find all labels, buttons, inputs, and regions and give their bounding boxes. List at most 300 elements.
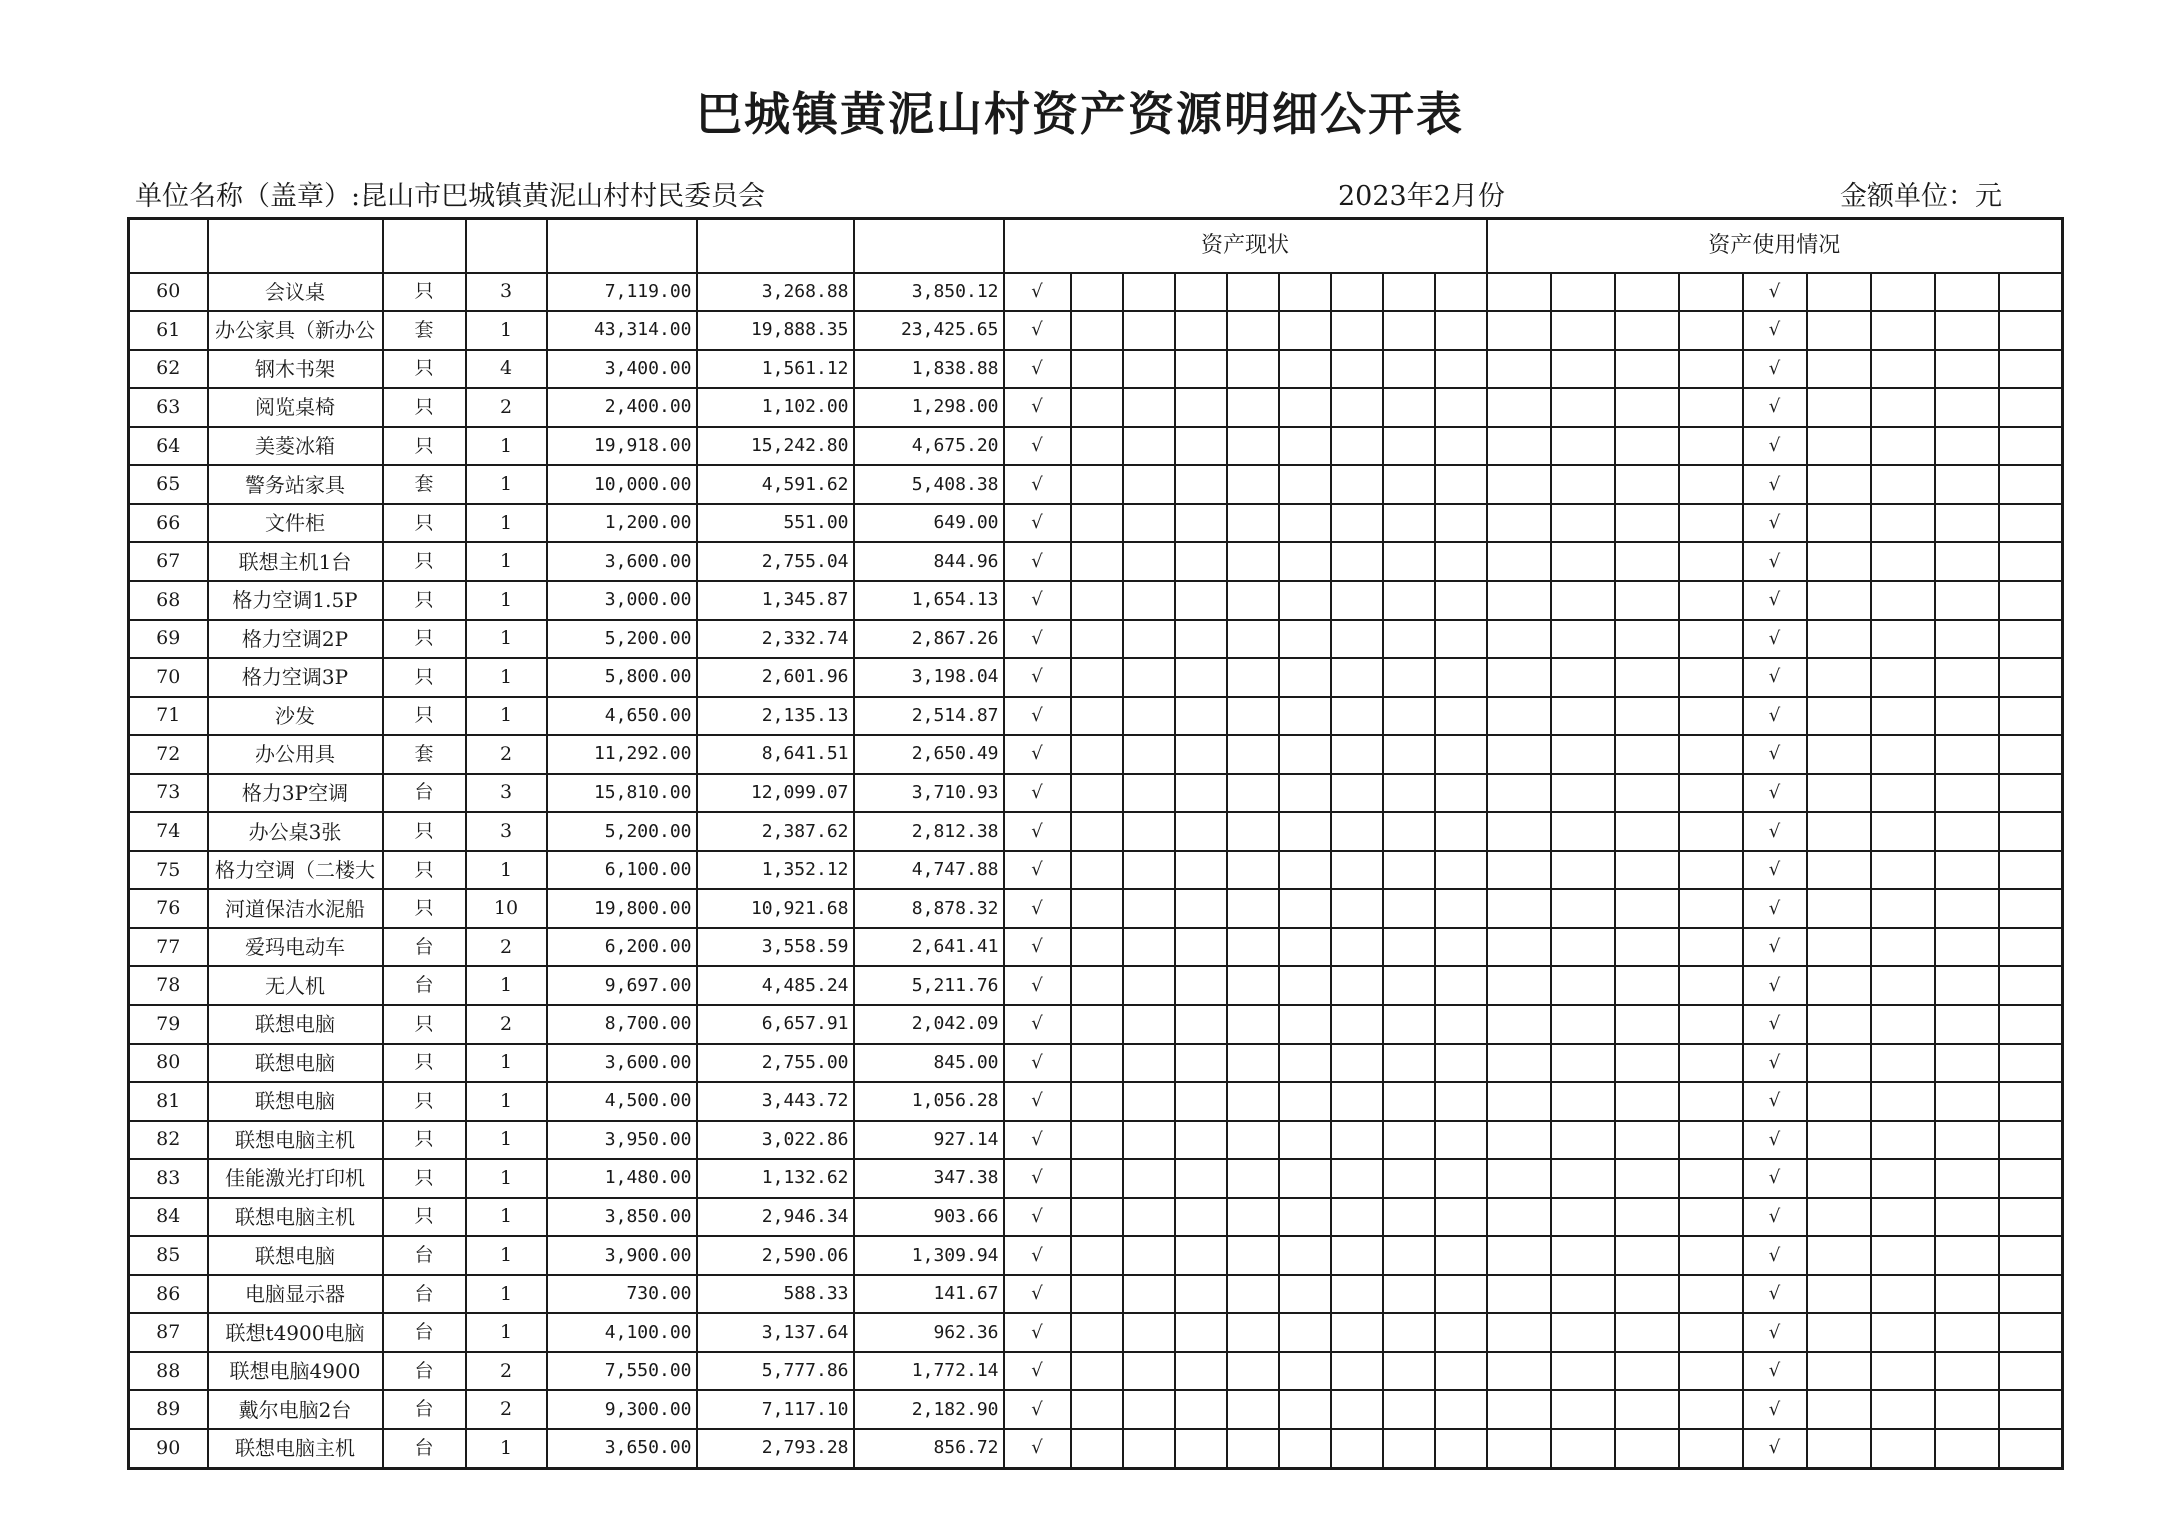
empty-cell bbox=[1071, 1313, 1123, 1352]
usage-check-mark: √ bbox=[1743, 774, 1807, 813]
empty-cell bbox=[1175, 735, 1227, 774]
asset-unit: 只 bbox=[383, 427, 466, 466]
empty-cell bbox=[1123, 928, 1175, 967]
empty-cell bbox=[1935, 581, 1999, 620]
empty-cell bbox=[1615, 1198, 1679, 1237]
asset-unit: 只 bbox=[383, 504, 466, 543]
depreciation-value: 2,793.28 bbox=[697, 1429, 854, 1469]
empty-cell bbox=[1807, 889, 1871, 928]
empty-cell bbox=[1071, 581, 1123, 620]
empty-cell bbox=[1615, 427, 1679, 466]
empty-cell bbox=[1871, 966, 1935, 1005]
usage-check-mark: √ bbox=[1743, 1429, 1807, 1469]
empty-cell bbox=[1935, 350, 1999, 389]
asset-quantity: 1 bbox=[466, 1044, 547, 1083]
asset-quantity: 1 bbox=[466, 966, 547, 1005]
net-value: 23,425.65 bbox=[854, 311, 1004, 350]
empty-cell bbox=[1679, 1352, 1743, 1391]
empty-cell bbox=[1615, 889, 1679, 928]
usage-check-mark: √ bbox=[1743, 1275, 1807, 1314]
empty-cell bbox=[1279, 1121, 1331, 1160]
empty-cell bbox=[1383, 1352, 1435, 1391]
original-value: 1,200.00 bbox=[547, 504, 697, 543]
empty-cell bbox=[1331, 851, 1383, 890]
usage-check-mark: √ bbox=[1743, 581, 1807, 620]
asset-quantity: 2 bbox=[466, 1390, 547, 1429]
table-row bbox=[129, 1236, 2063, 1275]
empty-cell bbox=[1807, 1005, 1871, 1044]
empty-cell bbox=[1487, 504, 1551, 543]
original-value: 15,810.00 bbox=[547, 774, 697, 813]
empty-cell bbox=[1679, 620, 1743, 659]
empty-cell bbox=[1935, 889, 1999, 928]
table-row bbox=[129, 697, 2063, 736]
empty-cell bbox=[1175, 1044, 1227, 1083]
net-value: 844.96 bbox=[854, 542, 1004, 581]
original-value: 6,100.00 bbox=[547, 851, 697, 890]
empty-cell bbox=[1227, 1429, 1279, 1469]
empty-cell bbox=[1615, 388, 1679, 427]
table-row bbox=[129, 504, 2063, 543]
empty-cell bbox=[1807, 504, 1871, 543]
empty-cell bbox=[1615, 1005, 1679, 1044]
asset-quantity: 1 bbox=[466, 1313, 547, 1352]
asset-quantity: 2 bbox=[466, 388, 547, 427]
empty-cell bbox=[1487, 1236, 1551, 1275]
empty-cell bbox=[1071, 889, 1123, 928]
asset-unit: 台 bbox=[383, 774, 466, 813]
empty-cell bbox=[1279, 273, 1331, 312]
empty-cell bbox=[1615, 620, 1679, 659]
empty-cell bbox=[1071, 465, 1123, 504]
depreciation-value: 1,132.62 bbox=[697, 1159, 854, 1198]
empty-cell bbox=[1071, 1390, 1123, 1429]
empty-cell bbox=[1807, 697, 1871, 736]
empty-cell bbox=[1551, 388, 1615, 427]
asset-quantity: 1 bbox=[466, 620, 547, 659]
original-value: 3,950.00 bbox=[547, 1121, 697, 1160]
empty-cell bbox=[1487, 928, 1551, 967]
empty-cell bbox=[1383, 889, 1435, 928]
empty-cell bbox=[1331, 1390, 1383, 1429]
empty-cell bbox=[1175, 350, 1227, 389]
usage-check-mark: √ bbox=[1743, 658, 1807, 697]
empty-cell bbox=[1807, 1352, 1871, 1391]
empty-cell bbox=[1807, 350, 1871, 389]
asset-unit: 只 bbox=[383, 812, 466, 851]
empty-cell bbox=[1999, 1198, 2063, 1237]
empty-cell bbox=[1551, 735, 1615, 774]
empty-cell bbox=[1487, 581, 1551, 620]
empty-cell bbox=[1551, 311, 1615, 350]
empty-cell bbox=[1175, 966, 1227, 1005]
empty-cell bbox=[1679, 889, 1743, 928]
empty-cell bbox=[1071, 774, 1123, 813]
asset-unit: 套 bbox=[383, 465, 466, 504]
empty-cell bbox=[1331, 697, 1383, 736]
empty-cell bbox=[1435, 273, 1487, 312]
usage-check-mark: √ bbox=[1743, 542, 1807, 581]
status-check-mark: √ bbox=[1004, 1313, 1071, 1352]
original-value: 3,400.00 bbox=[547, 350, 697, 389]
empty-cell bbox=[1331, 658, 1383, 697]
empty-cell bbox=[1175, 504, 1227, 543]
asset-unit: 只 bbox=[383, 388, 466, 427]
empty-cell bbox=[1807, 427, 1871, 466]
depreciation-value: 19,888.35 bbox=[697, 311, 854, 350]
empty-cell bbox=[1999, 1082, 2063, 1121]
empty-cell bbox=[1279, 1005, 1331, 1044]
empty-cell bbox=[1807, 273, 1871, 312]
empty-cell bbox=[1487, 1275, 1551, 1314]
empty-cell bbox=[1871, 273, 1935, 312]
empty-cell bbox=[1487, 1313, 1551, 1352]
empty-cell bbox=[1123, 1313, 1175, 1352]
table-row bbox=[129, 1313, 2063, 1352]
empty-cell bbox=[1679, 851, 1743, 890]
empty-cell bbox=[1487, 350, 1551, 389]
empty-cell bbox=[1999, 1044, 2063, 1083]
empty-cell bbox=[1279, 928, 1331, 967]
empty-cell bbox=[1435, 1313, 1487, 1352]
empty-cell bbox=[1615, 1159, 1679, 1198]
original-value: 5,800.00 bbox=[547, 658, 697, 697]
usage-check-mark: √ bbox=[1743, 311, 1807, 350]
empty-cell bbox=[1487, 1198, 1551, 1237]
empty-cell bbox=[1279, 735, 1331, 774]
row-number: 85 bbox=[129, 1236, 208, 1275]
empty-cell bbox=[1123, 1082, 1175, 1121]
empty-cell bbox=[1383, 1198, 1435, 1237]
empty-cell bbox=[1871, 311, 1935, 350]
empty-cell bbox=[1999, 658, 2063, 697]
table-row bbox=[129, 581, 2063, 620]
empty-cell bbox=[1071, 542, 1123, 581]
row-number: 67 bbox=[129, 542, 208, 581]
empty-cell bbox=[1487, 1082, 1551, 1121]
original-value: 3,000.00 bbox=[547, 581, 697, 620]
empty-cell bbox=[1383, 504, 1435, 543]
table-row bbox=[129, 1390, 2063, 1429]
original-value: 1,480.00 bbox=[547, 1159, 697, 1198]
status-check-mark: √ bbox=[1004, 273, 1071, 312]
row-number: 75 bbox=[129, 851, 208, 890]
empty-cell bbox=[1435, 1390, 1487, 1429]
depreciation-value: 12,099.07 bbox=[697, 774, 854, 813]
asset-name: 联想电脑主机 bbox=[208, 1121, 383, 1160]
empty-cell bbox=[1551, 1121, 1615, 1160]
empty-cell bbox=[1227, 273, 1279, 312]
asset-name: 美菱冰箱 bbox=[208, 427, 383, 466]
row-number: 82 bbox=[129, 1121, 208, 1160]
usage-check-mark: √ bbox=[1743, 1198, 1807, 1237]
empty-cell bbox=[1935, 465, 1999, 504]
empty-cell bbox=[1123, 1429, 1175, 1469]
empty-cell bbox=[1871, 851, 1935, 890]
empty-cell bbox=[1871, 1198, 1935, 1237]
row-number: 73 bbox=[129, 774, 208, 813]
asset-unit: 套 bbox=[383, 311, 466, 350]
empty-cell bbox=[1935, 1390, 1999, 1429]
empty-cell bbox=[1383, 1275, 1435, 1314]
report-month-label: 2023年2月份 bbox=[1338, 181, 1505, 212]
empty-cell bbox=[1279, 1429, 1331, 1469]
empty-cell bbox=[1679, 1275, 1743, 1314]
empty-cell bbox=[1227, 1198, 1279, 1237]
asset-quantity: 1 bbox=[466, 1429, 547, 1469]
table-row bbox=[129, 812, 2063, 851]
empty-cell bbox=[1807, 812, 1871, 851]
empty-cell bbox=[1999, 851, 2063, 890]
empty-cell bbox=[1227, 427, 1279, 466]
empty-cell bbox=[1435, 465, 1487, 504]
empty-cell bbox=[1331, 774, 1383, 813]
empty-cell bbox=[1279, 388, 1331, 427]
asset-quantity: 1 bbox=[466, 427, 547, 466]
status-check-mark: √ bbox=[1004, 1005, 1071, 1044]
asset-unit: 只 bbox=[383, 1082, 466, 1121]
empty-cell bbox=[1227, 851, 1279, 890]
net-value: 1,772.14 bbox=[854, 1352, 1004, 1391]
empty-cell bbox=[1227, 1352, 1279, 1391]
empty-cell bbox=[1383, 1005, 1435, 1044]
table-row bbox=[129, 774, 2063, 813]
asset-quantity: 3 bbox=[466, 273, 547, 312]
empty-cell bbox=[1071, 697, 1123, 736]
original-value: 3,600.00 bbox=[547, 1044, 697, 1083]
empty-cell bbox=[1123, 966, 1175, 1005]
header-cell-name bbox=[208, 219, 383, 273]
net-value: 5,408.38 bbox=[854, 465, 1004, 504]
empty-cell bbox=[1487, 1390, 1551, 1429]
empty-cell bbox=[1435, 350, 1487, 389]
empty-cell bbox=[1227, 812, 1279, 851]
net-value: 8,878.32 bbox=[854, 889, 1004, 928]
row-number: 62 bbox=[129, 350, 208, 389]
asset-unit: 台 bbox=[383, 1390, 466, 1429]
empty-cell bbox=[1679, 311, 1743, 350]
empty-cell bbox=[1551, 928, 1615, 967]
empty-cell bbox=[1435, 581, 1487, 620]
empty-cell bbox=[1807, 1121, 1871, 1160]
empty-cell bbox=[1807, 388, 1871, 427]
depreciation-value: 3,443.72 bbox=[697, 1082, 854, 1121]
net-value: 1,654.13 bbox=[854, 581, 1004, 620]
empty-cell bbox=[1227, 1275, 1279, 1314]
empty-cell bbox=[1331, 620, 1383, 659]
depreciation-value: 7,117.10 bbox=[697, 1390, 854, 1429]
empty-cell bbox=[1679, 273, 1743, 312]
table-row bbox=[129, 311, 2063, 350]
empty-cell bbox=[1871, 1121, 1935, 1160]
empty-cell bbox=[1487, 851, 1551, 890]
row-number: 69 bbox=[129, 620, 208, 659]
empty-cell bbox=[1935, 658, 1999, 697]
empty-cell bbox=[1175, 311, 1227, 350]
original-value: 7,119.00 bbox=[547, 273, 697, 312]
empty-cell bbox=[1435, 851, 1487, 890]
empty-cell bbox=[1071, 1121, 1123, 1160]
asset-quantity: 1 bbox=[466, 1275, 547, 1314]
empty-cell bbox=[1435, 812, 1487, 851]
empty-cell bbox=[1935, 1429, 1999, 1469]
empty-cell bbox=[1123, 851, 1175, 890]
empty-cell bbox=[1871, 1352, 1935, 1391]
empty-cell bbox=[1935, 1005, 1999, 1044]
asset-quantity: 1 bbox=[466, 1082, 547, 1121]
empty-cell bbox=[1279, 1236, 1331, 1275]
empty-cell bbox=[1999, 1352, 2063, 1391]
empty-cell bbox=[1435, 504, 1487, 543]
empty-cell bbox=[1615, 465, 1679, 504]
empty-cell bbox=[1175, 928, 1227, 967]
table-row bbox=[129, 928, 2063, 967]
table-row bbox=[129, 427, 2063, 466]
empty-cell bbox=[1679, 928, 1743, 967]
depreciation-value: 2,755.00 bbox=[697, 1044, 854, 1083]
empty-cell bbox=[1487, 620, 1551, 659]
empty-cell bbox=[1383, 465, 1435, 504]
empty-cell bbox=[1935, 1198, 1999, 1237]
status-check-mark: √ bbox=[1004, 966, 1071, 1005]
empty-cell bbox=[1935, 1236, 1999, 1275]
empty-cell bbox=[1435, 388, 1487, 427]
row-number: 83 bbox=[129, 1159, 208, 1198]
asset-name: 格力空调1.5P bbox=[208, 581, 383, 620]
empty-cell bbox=[1679, 350, 1743, 389]
empty-cell bbox=[1551, 504, 1615, 543]
empty-cell bbox=[1383, 350, 1435, 389]
empty-cell bbox=[1331, 427, 1383, 466]
empty-cell bbox=[1935, 1044, 1999, 1083]
row-number: 66 bbox=[129, 504, 208, 543]
usage-check-mark: √ bbox=[1743, 620, 1807, 659]
empty-cell bbox=[1227, 581, 1279, 620]
status-check-mark: √ bbox=[1004, 388, 1071, 427]
empty-cell bbox=[1999, 1429, 2063, 1469]
depreciation-value: 588.33 bbox=[697, 1275, 854, 1314]
empty-cell bbox=[1383, 427, 1435, 466]
empty-cell bbox=[1227, 504, 1279, 543]
empty-cell bbox=[1175, 1390, 1227, 1429]
empty-cell bbox=[1487, 311, 1551, 350]
empty-cell bbox=[1551, 427, 1615, 466]
header-cell-net bbox=[854, 219, 1004, 273]
usage-check-mark: √ bbox=[1743, 1121, 1807, 1160]
asset-unit: 台 bbox=[383, 1429, 466, 1469]
empty-cell bbox=[1071, 311, 1123, 350]
empty-cell bbox=[1487, 697, 1551, 736]
status-check-mark: √ bbox=[1004, 1275, 1071, 1314]
empty-cell bbox=[1871, 542, 1935, 581]
empty-cell bbox=[1871, 1313, 1935, 1352]
empty-cell bbox=[1227, 1390, 1279, 1429]
net-value: 141.67 bbox=[854, 1275, 1004, 1314]
empty-cell bbox=[1551, 889, 1615, 928]
empty-cell bbox=[1331, 735, 1383, 774]
asset-quantity: 1 bbox=[466, 311, 547, 350]
empty-cell bbox=[1071, 1198, 1123, 1237]
asset-name: 戴尔电脑2台 bbox=[208, 1390, 383, 1429]
empty-cell bbox=[1807, 1159, 1871, 1198]
empty-cell bbox=[1615, 581, 1679, 620]
empty-cell bbox=[1383, 1121, 1435, 1160]
row-number: 79 bbox=[129, 1005, 208, 1044]
empty-cell bbox=[1807, 1313, 1871, 1352]
asset-quantity: 2 bbox=[466, 1005, 547, 1044]
asset-name: 格力空调（二楼大 bbox=[208, 851, 383, 890]
empty-cell bbox=[1935, 427, 1999, 466]
asset-quantity: 1 bbox=[466, 542, 547, 581]
row-number: 78 bbox=[129, 966, 208, 1005]
empty-cell bbox=[1071, 735, 1123, 774]
table-row bbox=[129, 735, 2063, 774]
empty-cell bbox=[1615, 697, 1679, 736]
empty-cell bbox=[1679, 1082, 1743, 1121]
empty-cell bbox=[1487, 388, 1551, 427]
empty-cell bbox=[1935, 620, 1999, 659]
empty-cell bbox=[1871, 928, 1935, 967]
asset-table bbox=[127, 217, 2064, 1470]
empty-cell bbox=[1383, 851, 1435, 890]
row-number: 64 bbox=[129, 427, 208, 466]
original-value: 9,300.00 bbox=[547, 1390, 697, 1429]
empty-cell bbox=[1123, 311, 1175, 350]
empty-cell bbox=[1279, 542, 1331, 581]
empty-cell bbox=[1071, 350, 1123, 389]
empty-cell bbox=[1999, 812, 2063, 851]
empty-cell bbox=[1383, 1236, 1435, 1275]
depreciation-value: 5,777.86 bbox=[697, 1352, 854, 1391]
row-number: 76 bbox=[129, 889, 208, 928]
status-check-mark: √ bbox=[1004, 697, 1071, 736]
empty-cell bbox=[1999, 1390, 2063, 1429]
status-check-mark: √ bbox=[1004, 1198, 1071, 1237]
status-check-mark: √ bbox=[1004, 504, 1071, 543]
empty-cell bbox=[1551, 1429, 1615, 1469]
empty-cell bbox=[1331, 1082, 1383, 1121]
empty-cell bbox=[1615, 1390, 1679, 1429]
empty-cell bbox=[1999, 465, 2063, 504]
row-number: 77 bbox=[129, 928, 208, 967]
asset-name: 联想电脑 bbox=[208, 1005, 383, 1044]
empty-cell bbox=[1679, 1429, 1743, 1469]
empty-cell bbox=[1227, 1159, 1279, 1198]
empty-cell bbox=[1279, 1390, 1331, 1429]
empty-cell bbox=[1615, 1429, 1679, 1469]
empty-cell bbox=[1487, 427, 1551, 466]
empty-cell bbox=[1679, 581, 1743, 620]
empty-cell bbox=[1435, 1429, 1487, 1469]
table-row bbox=[129, 1082, 2063, 1121]
net-value: 2,182.90 bbox=[854, 1390, 1004, 1429]
asset-name: 联想t4900电脑 bbox=[208, 1313, 383, 1352]
asset-name: 河道保洁水泥船 bbox=[208, 889, 383, 928]
empty-cell bbox=[1175, 1198, 1227, 1237]
empty-cell bbox=[1279, 350, 1331, 389]
empty-cell bbox=[1071, 1352, 1123, 1391]
original-value: 8,700.00 bbox=[547, 1005, 697, 1044]
asset-name: 联想电脑 bbox=[208, 1236, 383, 1275]
empty-cell bbox=[1615, 1236, 1679, 1275]
empty-cell bbox=[1935, 851, 1999, 890]
empty-cell bbox=[1871, 1082, 1935, 1121]
empty-cell bbox=[1615, 774, 1679, 813]
depreciation-value: 3,137.64 bbox=[697, 1313, 854, 1352]
empty-cell bbox=[1071, 1159, 1123, 1198]
depreciation-value: 6,657.91 bbox=[697, 1005, 854, 1044]
empty-cell bbox=[1383, 1082, 1435, 1121]
